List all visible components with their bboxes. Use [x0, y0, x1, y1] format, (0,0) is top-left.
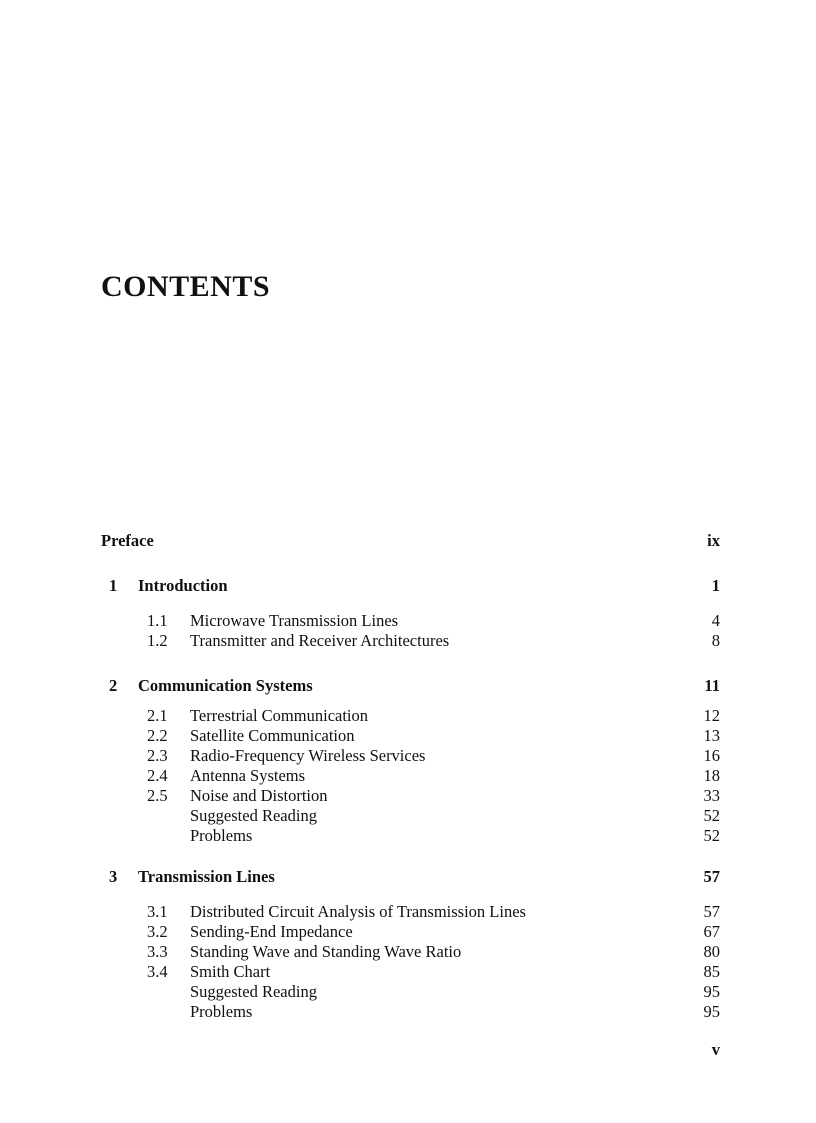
chapter-number: 1	[109, 576, 118, 595]
toc-section-3-1[interactable]	[101, 902, 720, 922]
page-title: CONTENTS	[101, 270, 271, 303]
toc-entry-page: ix	[707, 531, 720, 550]
toc-entry-title: Preface	[101, 531, 154, 550]
section-title: Problems	[190, 826, 253, 845]
section-number: 3.4	[147, 962, 168, 981]
section-number: 2.3	[147, 746, 168, 765]
toc-section-2-1[interactable]	[101, 706, 720, 726]
section-title: Smith Chart	[190, 962, 271, 981]
section-page: 12	[703, 706, 720, 725]
section-page: 57	[703, 902, 720, 921]
section-page: 95	[703, 1002, 720, 1021]
section-title: Standing Wave and Standing Wave Ratio	[190, 942, 462, 961]
chapter-page: 57	[703, 867, 720, 886]
toc-chapter-1[interactable]	[101, 576, 720, 596]
section-page: 33	[703, 786, 720, 805]
toc-entry-preface[interactable]	[101, 531, 720, 551]
section-title: Distributed Circuit Analysis of Transmission Lines	[190, 902, 526, 921]
chapter-number: 2	[109, 676, 118, 695]
section-number: 3.1	[147, 902, 168, 921]
toc-section-3-suggested-reading[interactable]	[101, 982, 720, 1002]
section-page: 18	[703, 766, 720, 785]
section-title: Microwave Transmission Lines	[190, 611, 399, 630]
section-title: Terrestrial Communication	[190, 706, 369, 725]
chapter-title: Communication Systems	[138, 676, 313, 695]
toc-section-2-problems[interactable]	[101, 826, 720, 846]
toc-section-3-4[interactable]	[101, 962, 720, 982]
section-page: 4	[711, 611, 720, 630]
section-number: 2.2	[147, 726, 168, 745]
section-page: 67	[703, 922, 720, 941]
section-number: 2.4	[147, 766, 168, 785]
section-page: 85	[703, 962, 720, 981]
toc-section-2-4[interactable]	[101, 766, 720, 786]
section-title: Noise and Distortion	[190, 786, 328, 805]
toc-section-3-3[interactable]	[101, 942, 720, 962]
toc-section-2-2[interactable]	[101, 726, 720, 746]
section-page: 8	[711, 631, 720, 650]
section-number: 2.1	[147, 706, 168, 725]
toc-section-3-2[interactable]	[101, 922, 720, 942]
chapter-title: Transmission Lines	[138, 867, 275, 886]
toc-section-2-5[interactable]	[101, 786, 720, 806]
section-title: Suggested Reading	[190, 806, 317, 825]
toc-section-2-3[interactable]	[101, 746, 720, 766]
toc-chapter-2[interactable]	[101, 676, 720, 696]
section-title: Sending-End Impedance	[190, 922, 353, 941]
section-number: 3.2	[147, 922, 168, 941]
chapter-number: 3	[109, 867, 118, 886]
chapter-page: 11	[704, 676, 720, 695]
section-page: 52	[703, 806, 720, 825]
section-number: 1.1	[147, 611, 168, 630]
section-page: 13	[703, 726, 720, 745]
toc-section-2-suggested-reading[interactable]	[101, 806, 720, 826]
toc-section-3-problems[interactable]	[101, 1002, 720, 1022]
chapter-title: Introduction	[138, 576, 228, 595]
section-page: 52	[703, 826, 720, 845]
toc-chapter-3[interactable]	[101, 867, 720, 887]
section-title: Transmitter and Receiver Architectures	[190, 631, 450, 650]
section-page: 80	[703, 942, 720, 961]
section-page: 16	[703, 746, 720, 765]
section-title: Problems	[190, 1002, 253, 1021]
section-title: Radio-Frequency Wireless Services	[190, 746, 426, 765]
toc-section-1-2[interactable]	[101, 631, 720, 651]
page-number: v	[711, 1040, 720, 1059]
section-title: Antenna Systems	[190, 766, 306, 785]
toc-section-1-1[interactable]	[101, 611, 720, 631]
section-number: 1.2	[147, 631, 168, 650]
section-title: Satellite Communication	[190, 726, 355, 745]
section-number: 3.3	[147, 942, 168, 961]
section-page: 95	[703, 982, 720, 1001]
chapter-page: 1	[711, 576, 720, 595]
section-number: 2.5	[147, 786, 168, 805]
section-title: Suggested Reading	[190, 982, 317, 1001]
